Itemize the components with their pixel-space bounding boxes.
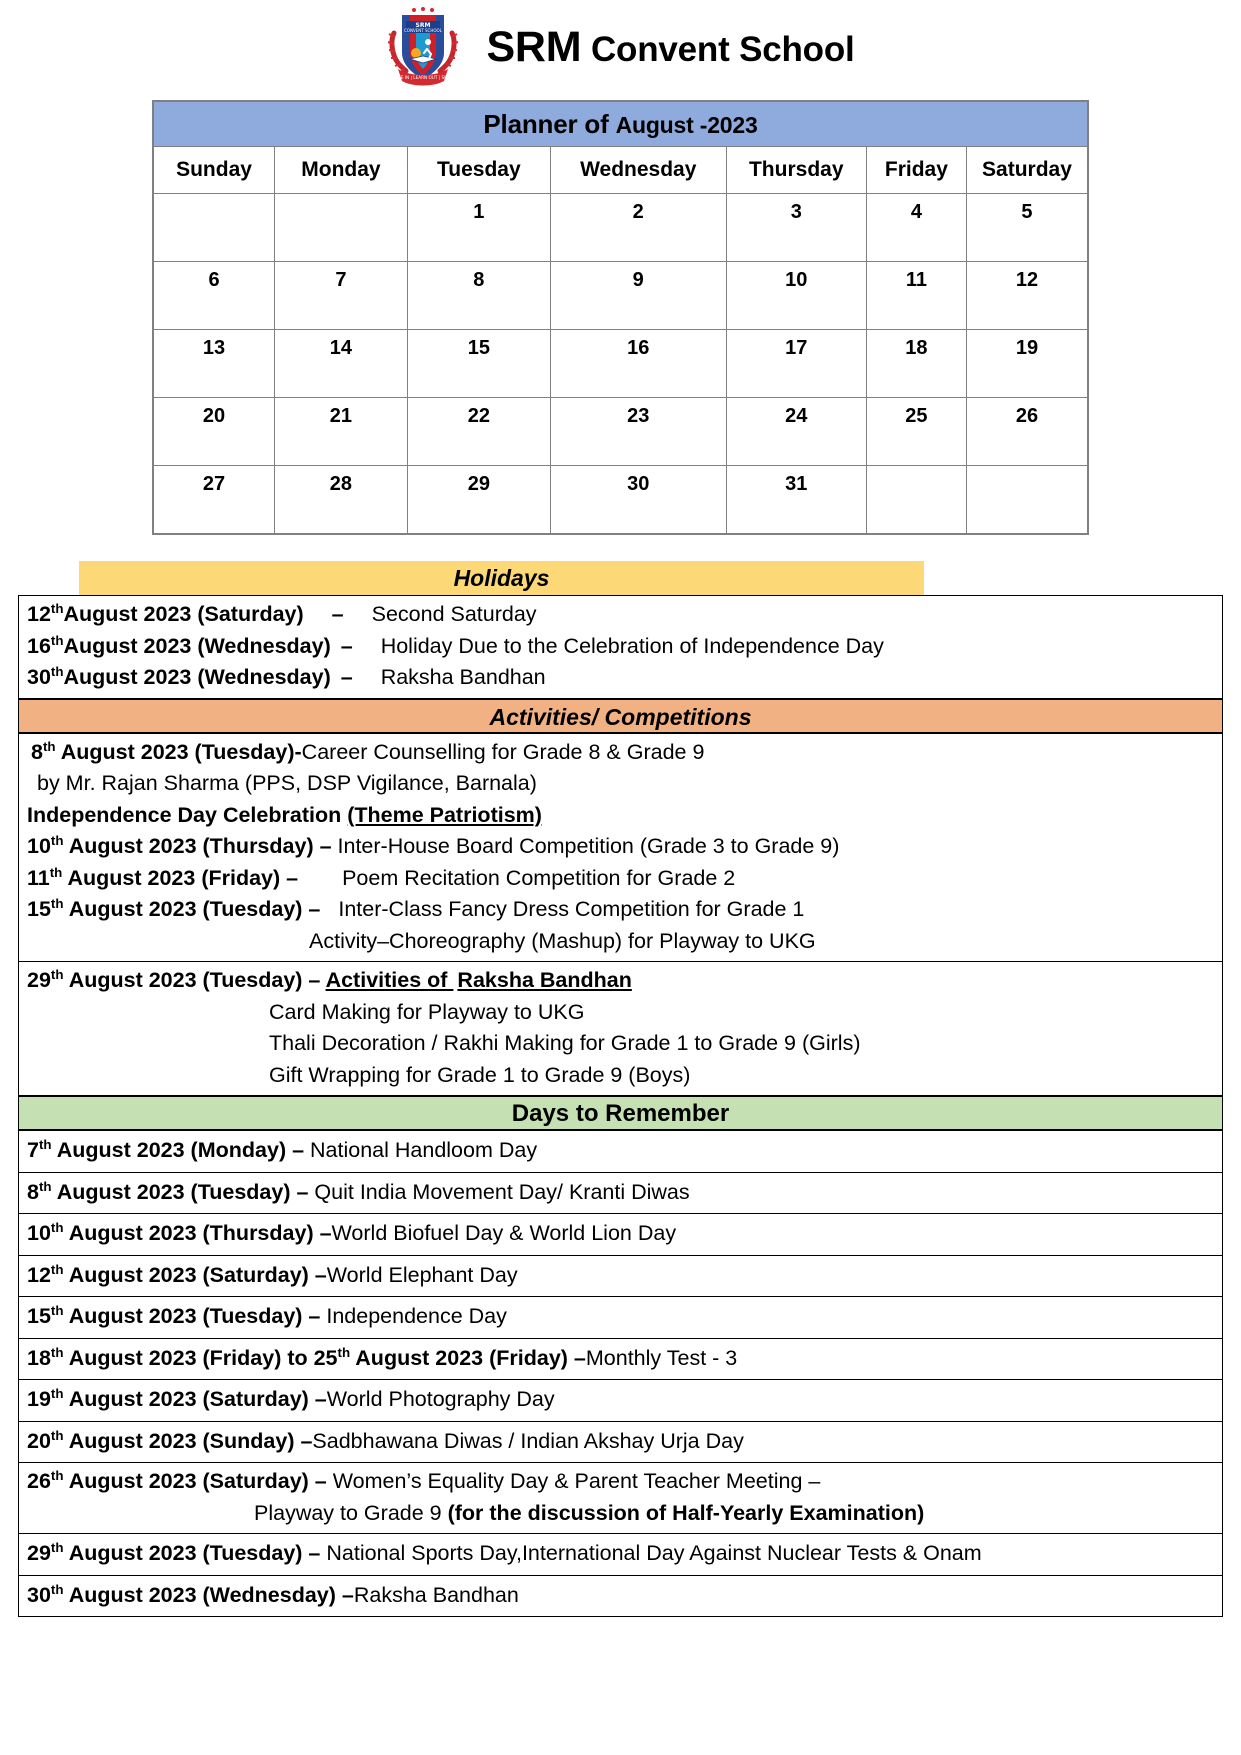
day-entry <box>19 1380 1222 1421</box>
day-date <box>27 1583 354 1607</box>
day-number: 10 <box>27 1221 51 1245</box>
ordinal-suffix: th <box>50 1539 64 1555</box>
school-name-abbr: SRM <box>486 22 582 71</box>
day-row <box>18 1130 1223 1173</box>
calendar-day-cell[interactable]: 21 <box>275 398 408 466</box>
day-description: Independence Day <box>326 1304 507 1328</box>
day-date-rest: August 2023 (Tuesday) – <box>63 1541 327 1565</box>
calendar-week-row <box>153 466 1088 535</box>
calendar-day-cell[interactable]: 19 <box>966 330 1088 398</box>
day-date-rest: August 2023 (Saturday) – <box>63 1262 327 1287</box>
calendar-day-cell[interactable]: 29 <box>407 466 550 535</box>
school-crest-logo <box>386 7 460 87</box>
day-entry <box>19 1214 1222 1255</box>
holiday-item <box>19 662 1222 694</box>
day-entry <box>19 1422 1222 1463</box>
calendar-week-row <box>153 262 1088 330</box>
activity-date-rest: August 2023 (Thursday) – <box>63 834 338 858</box>
day-row <box>18 1576 1223 1618</box>
activity-date <box>27 968 326 992</box>
weekday-header-saturday: Saturday <box>966 147 1088 194</box>
activity-item <box>19 965 1222 997</box>
calendar-day-cell[interactable] <box>866 466 966 535</box>
calendar-day-cell[interactable]: 1 <box>407 194 550 262</box>
day-date-rest: August 2023 (Thursday) – <box>63 1221 332 1245</box>
activity-item <box>19 894 1222 926</box>
calendar-day-cell[interactable]: 7 <box>275 262 408 330</box>
holidays-list <box>18 595 1223 699</box>
day-number: 15 <box>27 1304 51 1328</box>
day-row-parent-teacher-meeting <box>18 1463 1223 1534</box>
day-description: World Biofuel Day & World Lion Day <box>331 1221 677 1245</box>
ordinal-suffix: th <box>50 832 64 848</box>
ordinal-suffix: th <box>50 1219 64 1235</box>
day-row <box>18 1534 1223 1576</box>
calendar-day-cell[interactable] <box>966 466 1088 535</box>
holiday-description: Raksha Bandhan <box>380 665 546 689</box>
activity-date <box>27 737 302 769</box>
day-description: Women’s Equality Day & Parent Teacher Meeting – <box>332 1469 821 1493</box>
day-date <box>27 1263 327 1287</box>
day-row <box>18 1422 1223 1464</box>
day-number: 7 <box>27 1138 39 1162</box>
activities-section-banner: Activities/ Competitions <box>18 699 1223 733</box>
activity-date-rest: August 2023 (Tuesday) – <box>63 897 327 921</box>
ordinal-suffix: th <box>42 738 56 754</box>
activity-date-rest: August 2023 (Tuesday) – <box>63 968 326 992</box>
day-entry <box>19 1297 1222 1338</box>
day-number: 26 <box>27 1469 51 1493</box>
holiday-item <box>19 631 1222 663</box>
day-number: 29 <box>27 1541 51 1565</box>
holidays-section-banner: Holidays <box>79 561 924 595</box>
ordinal-suffix: th <box>337 1344 351 1360</box>
activity-description: Inter-House Board Competition (Grade 3 to Grade 9) <box>337 834 840 858</box>
weekday-header-thursday: Thursday <box>726 147 866 194</box>
activity-item <box>19 737 1222 769</box>
calendar-week-row <box>153 194 1088 262</box>
day-description: World Photography Day <box>326 1387 555 1411</box>
activity-description: Inter-Class Fancy Dress Competition for Grade 1 <box>338 897 805 921</box>
day-number-start: 18 <box>27 1345 51 1370</box>
day-description: Quit India Movement Day/ Kranti Diwas <box>314 1179 690 1204</box>
ordinal-suffix: th <box>50 663 64 679</box>
activity-date <box>27 834 338 858</box>
activity-day-number: 29 <box>27 968 51 992</box>
day-date <box>27 1138 310 1162</box>
calendar-day-cell[interactable]: 22 <box>407 398 550 466</box>
day-entry <box>19 1534 1222 1575</box>
activity-description: Poem Recitation Competition for Grade 2 <box>342 865 736 890</box>
activity-day-number: 11 <box>27 865 50 890</box>
page-header <box>0 0 1241 86</box>
day-date <box>27 1429 312 1453</box>
calendar-day-cell[interactable]: 8 <box>407 262 550 330</box>
calendar-day-cell[interactable]: 5 <box>966 194 1088 262</box>
day-date <box>27 1221 332 1245</box>
day-description: Monthly Test - 3 <box>585 1345 738 1370</box>
activity-subline: Gift Wrapping for Grade 1 to Grade 9 (Boys) <box>269 1062 691 1087</box>
day-date <box>27 1304 326 1328</box>
calendar-day-cell[interactable]: 17 <box>726 330 866 398</box>
day-description: Sadbhawana Diwas / Indian Akshay Urja Day <box>312 1428 744 1453</box>
day-number: 8 <box>27 1179 39 1204</box>
holiday-day-number: 12 <box>27 602 51 626</box>
calendar-day-cell[interactable]: 23 <box>550 398 726 466</box>
holiday-description: Holiday Due to the Celebration of Independence Day <box>380 633 884 658</box>
day-number: 20 <box>27 1428 51 1453</box>
day-date-rest: August 2023 (Saturday) – <box>63 1469 333 1493</box>
ordinal-suffix: th <box>50 600 64 616</box>
calendar-day-cell[interactable]: 9 <box>550 262 726 330</box>
calendar-container <box>152 100 1089 535</box>
ordinal-suffix: th <box>50 632 64 648</box>
day-date-rest: August 2023 (Monday) – <box>51 1138 311 1162</box>
activity-date-rest: August 2023 (Tuesday)- <box>55 739 302 764</box>
activities-list-primary <box>18 733 1223 963</box>
calendar-day-cell[interactable]: 26 <box>966 398 1088 466</box>
day-row <box>18 1214 1223 1256</box>
calendar-day-cell[interactable]: 15 <box>407 330 550 398</box>
calendar-day-cell[interactable]: 2 <box>550 194 726 262</box>
day-date-rest: August 2023 (Tuesday) – <box>63 1304 327 1328</box>
ordinal-suffix: th <box>50 1261 64 1277</box>
day-date <box>27 1387 327 1411</box>
weekday-header-sunday: Sunday <box>153 147 275 194</box>
school-name <box>486 23 854 72</box>
planner-lists <box>18 595 1223 1617</box>
day-entry <box>19 1576 1222 1617</box>
activity-presenter: by Mr. Rajan Sharma (PPS, DSP Vigilance, Barnala) <box>37 771 537 795</box>
activity-description: Career Counselling for Grade 8 & Grade 9 <box>301 739 705 764</box>
ordinal-suffix: th <box>50 1581 64 1597</box>
day-date <box>27 1346 586 1370</box>
calendar-day-cell[interactable]: 16 <box>550 330 726 398</box>
holiday-date-rest: August 2023 (Saturday) <box>63 602 304 626</box>
ptm-note: (for the discussion of Half-Yearly Examination) <box>447 1500 925 1525</box>
day-date-rest: August 2023 (Tuesday) – <box>51 1179 315 1204</box>
ordinal-suffix: th <box>50 966 64 982</box>
calendar-day-cell[interactable]: 13 <box>153 330 275 398</box>
day-entry <box>19 1339 1222 1380</box>
day-description: Raksha Bandhan <box>353 1582 519 1607</box>
calendar-day-cell[interactable]: 27 <box>153 466 275 535</box>
day-date <box>27 1541 326 1565</box>
activity-day-number: 8 <box>31 739 43 764</box>
day-entry <box>19 1256 1222 1297</box>
raksha-activities-label: Activities of <box>325 968 454 992</box>
weekday-header-friday: Friday <box>866 147 966 194</box>
day-date-rest: August 2023 (Sunday) – <box>63 1428 313 1453</box>
calendar-day-cell[interactable]: 4 <box>866 194 966 262</box>
holiday-separator: – <box>340 665 353 689</box>
day-date-rest: August 2023 (Saturday) – <box>63 1387 327 1411</box>
calendar-day-cell[interactable]: 30 <box>550 466 726 535</box>
holiday-date <box>27 634 331 658</box>
calendar-week-row <box>153 330 1088 398</box>
holiday-item <box>19 599 1222 631</box>
calendar-day-cell[interactable]: 14 <box>275 330 408 398</box>
activity-item <box>19 863 1222 895</box>
calendar-day-cell[interactable]: 24 <box>726 398 866 466</box>
activity-date <box>27 897 326 921</box>
month-calendar <box>152 100 1089 535</box>
day-date-rest: August 2023 (Friday) – <box>350 1345 586 1370</box>
holiday-date <box>27 602 304 626</box>
activities-list-raksha-bandhan <box>18 962 1223 1096</box>
ordinal-suffix: th <box>38 1178 52 1194</box>
activity-subline <box>19 768 1222 800</box>
calendar-day-cell[interactable]: 6 <box>153 262 275 330</box>
day-number: 12 <box>27 1262 51 1287</box>
holiday-date-rest: August 2023 (Wednesday) <box>63 633 331 658</box>
weekday-header-wednesday: Wednesday <box>550 147 726 194</box>
calendar-day-cell[interactable]: 28 <box>275 466 408 535</box>
holiday-separator: – <box>340 633 353 658</box>
svg-text:CONVENT SCHOOL: CONVENT SCHOOL <box>404 28 443 33</box>
activity-day-number: 15 <box>27 897 51 921</box>
day-row <box>18 1380 1223 1422</box>
svg-text:COME IN | LEARN OUT | SERVE: COME IN | LEARN OUT | SERVE <box>391 75 456 80</box>
ordinal-suffix: th <box>50 1344 64 1360</box>
ordinal-suffix: th <box>50 1427 64 1443</box>
activity-date <box>27 866 304 890</box>
activity-day-number: 10 <box>27 834 51 858</box>
day-range-middle: August 2023 (Friday) to <box>63 1345 314 1370</box>
day-entry <box>19 1131 1222 1172</box>
ptm-subline <box>19 1498 1222 1530</box>
calendar-day-cell[interactable] <box>275 194 408 262</box>
ordinal-suffix: th <box>38 1136 52 1152</box>
ordinal-suffix: th <box>50 1467 64 1483</box>
calendar-day-cell[interactable]: 12 <box>966 262 1088 330</box>
day-row <box>18 1173 1223 1215</box>
independence-day-title: Independence Day Celebration <box>27 802 348 827</box>
activity-item <box>19 800 1222 832</box>
day-description: National Handloom Day <box>310 1138 538 1162</box>
days-to-remember-banner: Days to Remember <box>18 1096 1223 1130</box>
activity-item <box>19 831 1222 863</box>
calendar-day-cell[interactable]: 11 <box>866 262 966 330</box>
calendar-day-cell[interactable] <box>153 194 275 262</box>
day-description: National Sports Day,International Day Against Nuclear Tests & Onam <box>326 1541 982 1565</box>
calendar-week-row <box>153 398 1088 466</box>
holiday-day-number: 30 <box>27 665 51 689</box>
holiday-description: Second Saturday <box>371 602 537 626</box>
independence-day-theme: (Theme Patriotism) <box>347 802 542 827</box>
day-date <box>27 1180 314 1204</box>
weekday-header-monday: Monday <box>275 147 408 194</box>
holiday-date <box>27 665 331 689</box>
day-date-rest: August 2023 (Wednesday) – <box>63 1582 354 1607</box>
ordinal-suffix: th <box>50 1302 64 1318</box>
day-row <box>18 1256 1223 1298</box>
calendar-title-month: August -2023 <box>615 111 758 138</box>
calendar-title-prefix: Planner of <box>483 108 616 139</box>
calendar-day-cell[interactable]: 3 <box>726 194 866 262</box>
activity-subline: Card Making for Playway to UKG <box>269 999 585 1024</box>
day-number-end: 25 <box>313 1345 338 1370</box>
calendar-day-cell[interactable]: 31 <box>726 466 866 535</box>
calendar-day-cell[interactable]: 10 <box>726 262 866 330</box>
day-number: 30 <box>27 1582 51 1607</box>
holiday-separator: – <box>331 602 344 626</box>
ordinal-suffix: th <box>50 895 64 911</box>
activity-subline: Activity–Choreography (Mashup) for Playway to UKG <box>309 928 816 953</box>
ptm-grades: Playway to Grade 9 <box>254 1500 448 1525</box>
day-date <box>27 1469 333 1493</box>
svg-text:SRM: SRM <box>415 22 431 29</box>
activity-subline: Thali Decoration / Rakhi Making for Grade 1 to Grade 9 (Girls) <box>269 1031 861 1055</box>
day-row <box>18 1297 1223 1339</box>
calendar-day-cell[interactable]: 18 <box>866 330 966 398</box>
holiday-date-rest: August 2023 (Wednesday) <box>63 665 331 689</box>
ordinal-suffix: th <box>50 1385 64 1401</box>
calendar-day-cell[interactable]: 20 <box>153 398 275 466</box>
school-name-rest: Convent School <box>581 29 855 69</box>
day-entry <box>19 1466 1222 1498</box>
holiday-day-number: 16 <box>27 633 51 658</box>
calendar-day-cell[interactable]: 25 <box>866 398 966 466</box>
weekday-header-tuesday: Tuesday <box>407 147 550 194</box>
ordinal-suffix: th <box>49 864 63 880</box>
day-number: 19 <box>27 1387 51 1411</box>
raksha-bandhan-label: Raksha Bandhan <box>457 968 632 992</box>
day-entry <box>19 1173 1222 1214</box>
calendar-title <box>153 101 1088 147</box>
day-description: World Elephant Day <box>326 1262 518 1287</box>
activity-date-rest: August 2023 (Friday) – <box>62 865 305 890</box>
day-row-monthly-test <box>18 1339 1223 1381</box>
